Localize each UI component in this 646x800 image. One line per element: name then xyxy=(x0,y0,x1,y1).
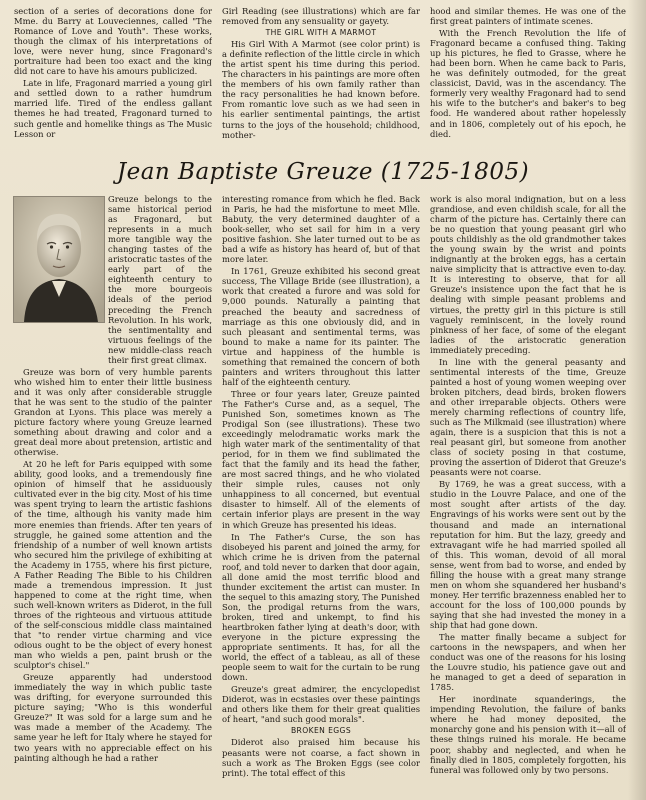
paragraph: Her inordinate squanderings, the impending Revolution, the failure of banks where he had money deposited, the monarchy gone and his pension with it—all of these things ruined his morale. He became poor, shabby and neglected, and when he finally died in 1805, completely forgotten, his funeral was followed only by two persons. xyxy=(430,694,626,775)
bottom-column-3 xyxy=(430,194,626,794)
paragraph: Diderot also praised him because his peasants were not coarse, a fact shown in such a work as The Broken Eggs (see color print). The total effect of this xyxy=(222,737,420,778)
paragraph: The matter finally became a subject for cartoons in the newspapers, and when her conduct was one of the reasons for his losing the Louvre studio, his patience gave out and he managed to get a deed of separation in 1785. xyxy=(430,632,626,693)
bottom-column-2 xyxy=(222,194,420,794)
paragraph: Late in life, Fragonard married a young girl and settled down to a rather humdrum married life. Tired of the endless gallant themes he had treated, Fragonard turned to such gentle and homelike things as The Music Lesson or xyxy=(14,78,212,139)
page-edge-shadow xyxy=(628,0,646,800)
paragraph: work is also moral indignation, but on a less grandiose, and even childish scale, for all the charm of the picture has. Certainly there can be no question that young peasant girl who pouts childishly as the old grandmother takes the young swain by the wrist and points indignantly at the broken eggs, has a certain naive simplicity that is attractive even to-day. It is interesting to observe, that for all Greuze's insistence upon the fact that he is dealing with simple peasant problems and virtues, the pretty girl in this picture is still vaguely reminiscent, in the lovely round pinkness of her face, of some of the elegant ladies of the aristocratic generation immediately preceding. xyxy=(430,194,626,355)
paragraph: Greuze apparently had understood immediately the way in which public taste was drifting, for everyone surrounded this picture saying; "Who is this wonderful Greuze?" It was sold for a large sum and he was made a member of the Academy. The same year he left for Italy where he stayed for two years with no appreciable effect on his painting although he had a rather xyxy=(14,672,212,763)
paragraph: In 1761, Greuze exhibited his second great success, The Village Bride (see illustration), a work that created a furore and was sold for 9,000 pounds. Naturally a painting that preached the beauty and sacredness of marriage as this one obviously did, and in such pleasant and sentimental terms, was bound to make a name for its painter. The virtue and happiness of the humble is something that remained the concern of both painters and writers throughout this latter half of the eighteenth century. xyxy=(222,266,420,387)
paragraph: Greuze's great admirer, the encyclopedist Diderot, was in ecstasies over these paintings and others like them for their great qualities of heart, "and such good morals". xyxy=(222,684,420,725)
paragraph: Greuze was born of very humble parents who wished him to enter their little business and it was only after considerable struggle that he was sent to the studio of the painter Grandon at Lyons. This place was merely a picture factory where young Greuze learned something about drawing and color and a great deal more about pretension, artistic and otherwise. xyxy=(14,366,212,458)
section-heading: THE GIRL WITH A MARMOT xyxy=(265,28,377,38)
paragraph: With the French Revolution the life of Fragonard became a confused thing. Taking up his pictures, he fled to Grasse, where he had been born. When he came back to Paris, he was definitely outmoded, for the great classicist, David, was in the ascendancy. The formerly very wealthy Fragonard had to send his wife to the butcher's and baker's to beg food. He wandered about rather hopelessly and in 1806, completely out of his epoch, he died. xyxy=(430,28,626,139)
top-column-3 xyxy=(430,6,626,154)
section-heading: BROKEN EGGS xyxy=(290,726,352,736)
paragraph: By 1769, he was a great success, with a studio in the Louvre Palace, and one of the most sought after artists of the day. Engravings of his works were sent out by the thousand and made an international reputation for him. But the lazy, greedy and extravagant wife he had married spoiled all of this. This woman, devoid of all moral sense, went from bad to worse, and ended by filling the house with a great many strange men on whom she squandered her husband's money. Her terrific brazenness enabled her to account for the loss of 100,000 pounds by saying that she had invested the money in a ship that had gone down. xyxy=(430,479,626,630)
article-title: Jean Baptiste Greuze (1725-1805) xyxy=(116,159,530,185)
paragraph: His Girl With A Marmot (see color print) is a definite reflection of the little circle in which the artist spent his time during this period. The characters in his paintings are more often the members of his own family rather than the racy personalities he had known before. From romantic love such as we had seen in his earlier sentimental paintings, the artist turns to the joys of the household; childhood, mother- xyxy=(222,39,420,140)
paragraph: interesting romance from which he fled. Back in Paris, he had the misfortune to meet Mlle. Babuty, the very determined daughter of a book-seller, who set sail for him in a very positive fashion. She later turned out to be as bad a wife as history has heard of, but of that more later. xyxy=(222,194,420,265)
paragraph: In The Father's Curse, the son has disobeyed his parent and joined the army, for which crime he is driven from the paternal roof, and told never to darken that door again, all done amid the most terrific blood and thunder excitement the artist can muster. In the sequel to this amazing story, The Punished Son, the prodigal returns from the wars, broken, tired and unkempt, to find his heartbroken father lying at death's door, with everyone in the picture expressing the appropriate sentiments. It has, for all the world, the effect of a tableau, as all of these people seem to wait for the curtain to be rung down. xyxy=(222,531,420,683)
paragraph: In line with the general peasanty and sentimental interests of the time, Greuze painted a host of young women weeping over broken pitchers, dead birds, broken flowers and other irreparable objects. Others were merely charming reflections of country life, such as The Milkmaid (see illustration) where again, there is a suspicion that this is not a real peasant girl, but someone from another class of society posing in that costume, proving the assertion of Diderot that Greuze's peasants were not coarse. xyxy=(430,356,626,478)
top-column-1 xyxy=(14,6,212,154)
top-column-2 xyxy=(222,6,420,154)
bottom-column-1 xyxy=(14,194,212,794)
paragraph: Girl Reading (see illustrations) which are far removed from any sensuality or gayety. xyxy=(222,6,420,27)
paragraph: Three or four years later, Greuze painted The Father's Curse and, as a sequel, The Punished Son, sometimes known as The Prodigal Son (see illustrations). These two exceedingly melodramatic works mark the high water mark of the sentimentality of that period, for in them we find sublimated the fact that the family and its head the father, are most sacred things, and he who violated their simple rules, causes not only unhappiness to all concerned, but eventual disaster to himself. All of the elements of certain inferior plays are present in the way in which Greuze has presented his ideas. xyxy=(222,388,420,530)
paragraph: Greuze belongs to the same historical period as Fragonard, but represents in a much more tangible way the changing tastes of the aristocratic tastes of the early part of the eighteenth century to the more bourgeois ideals of the period preceding the French Revolution. In his work, the sentimentality and virtuous feelings of the new middle-class reach their first great climax. xyxy=(108,194,212,365)
paragraph: hood and similar themes. He was one of the first great painters of intimate scenes. xyxy=(430,6,626,27)
paragraph: At 20 he left for Paris equipped with some ability, good looks, and a tremendously fine opinion of himself that he assiduously cultivated ever in the big city. Most of his time was spent trying to learn the artistic fashions of the time, although his vanity made him more enemies than friends. After ten years of struggle, he gained some attention and the friendship of a number of well known artists who secured him the privilege of exhibiting at the Academy in 1755, where his first picture, A Father Reading The Bible to his Children made a tremendous impression. It just happened to come at the right time, when such well-known writers as Diderot, in the full throes of the righteous and virtuous attitude of the self-conscious middle class maintained that "to render virtue charming and vice odious ought to be the object of every honest man who wields a pen, paint brush or the sculptor's chisel." xyxy=(14,459,212,671)
paragraph: section of a series of decorations done for Mme. du Barry at Louveciennes, called "The Romance of Love and Youth". These works, though the climax of his interpretations of love, were never hung, since Fragonard's portraiture had been too exact and the king did not care to have his amours publicized. xyxy=(14,6,212,77)
